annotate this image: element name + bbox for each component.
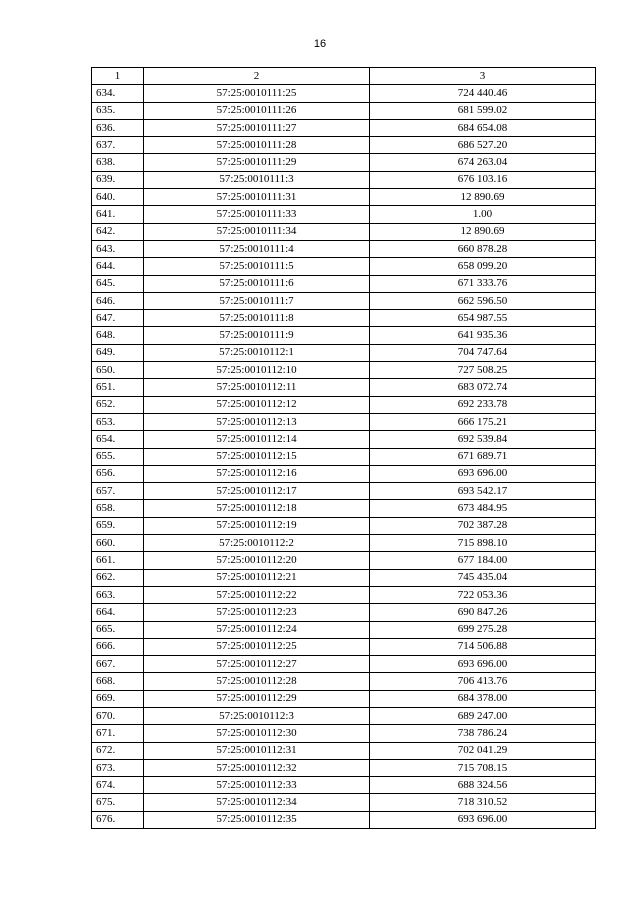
- row-number-cell: 649.: [92, 344, 144, 361]
- value-cell: 12 890.69: [370, 223, 596, 240]
- cadastral-number-cell: 57:25:0010112:16: [144, 465, 370, 482]
- row-number-cell: 671.: [92, 725, 144, 742]
- row-number-cell: 663.: [92, 586, 144, 603]
- row-number-cell: 676.: [92, 811, 144, 828]
- table-row: [92, 742, 596, 759]
- value-cell: 706 413.76: [370, 673, 596, 690]
- row-number-cell: 639.: [92, 171, 144, 188]
- table-row: [92, 725, 596, 742]
- row-number-cell: 650.: [92, 362, 144, 379]
- cadastral-number-cell: 57:25:0010112:12: [144, 396, 370, 413]
- cadastral-number-cell: 57:25:0010111:31: [144, 189, 370, 206]
- value-cell: 676 103.16: [370, 171, 596, 188]
- cadastral-number-cell: 57:25:0010112:35: [144, 811, 370, 828]
- row-number-cell: 653.: [92, 413, 144, 430]
- table-row: [92, 552, 596, 569]
- row-number-cell: 658.: [92, 500, 144, 517]
- table-row: [92, 638, 596, 655]
- cadastral-number-cell: 57:25:0010111:26: [144, 102, 370, 119]
- table-row: [92, 379, 596, 396]
- row-number-cell: 670.: [92, 707, 144, 724]
- row-number-cell: 647.: [92, 310, 144, 327]
- table-row: [92, 292, 596, 309]
- row-number-cell: 669.: [92, 690, 144, 707]
- row-number-cell: 660.: [92, 535, 144, 552]
- table-row: [92, 811, 596, 828]
- cadastral-number-cell: 57:25:0010111:34: [144, 223, 370, 240]
- cadastral-number-cell: 57:25:0010111:29: [144, 154, 370, 171]
- table-row: [92, 119, 596, 136]
- value-cell: 718 310.52: [370, 794, 596, 811]
- table-row: [92, 759, 596, 776]
- value-cell: 727 508.25: [370, 362, 596, 379]
- row-number-cell: 634.: [92, 85, 144, 102]
- value-cell: 692 539.84: [370, 431, 596, 448]
- cadastral-number-cell: 57:25:0010112:2: [144, 535, 370, 552]
- cadastral-number-cell: 57:25:0010112:25: [144, 638, 370, 655]
- row-number-cell: 651.: [92, 379, 144, 396]
- data-table: [91, 67, 596, 829]
- table-row: [92, 483, 596, 500]
- cadastral-number-cell: 57:25:0010112:20: [144, 552, 370, 569]
- value-cell: 704 747.64: [370, 344, 596, 361]
- cadastral-number-cell: 57:25:0010112:29: [144, 690, 370, 707]
- row-number-cell: 638.: [92, 154, 144, 171]
- value-cell: 693 542.17: [370, 483, 596, 500]
- table-row: [92, 690, 596, 707]
- row-number-cell: 637.: [92, 137, 144, 154]
- page-number: 16: [313, 38, 327, 50]
- row-number-cell: 661.: [92, 552, 144, 569]
- row-number-cell: 673.: [92, 759, 144, 776]
- value-cell: 1.00: [370, 206, 596, 223]
- cadastral-number-cell: 57:25:0010112:14: [144, 431, 370, 448]
- cadastral-number-cell: 57:25:0010111:25: [144, 85, 370, 102]
- cadastral-number-cell: 57:25:0010112:15: [144, 448, 370, 465]
- value-cell: 714 506.88: [370, 638, 596, 655]
- value-cell: 658 099.20: [370, 258, 596, 275]
- value-cell: 666 175.21: [370, 413, 596, 430]
- cadastral-number-cell: 57:25:0010112:1: [144, 344, 370, 361]
- table-row: [92, 310, 596, 327]
- table-row: [92, 137, 596, 154]
- value-cell: 699 275.28: [370, 621, 596, 638]
- cadastral-number-cell: 57:25:0010112:3: [144, 707, 370, 724]
- value-cell: 662 596.50: [370, 292, 596, 309]
- table-row: [92, 465, 596, 482]
- table-row: [92, 154, 596, 171]
- table-body: [92, 85, 596, 829]
- value-cell: 745 435.04: [370, 569, 596, 586]
- table-row: [92, 275, 596, 292]
- cadastral-number-cell: 57:25:0010111:8: [144, 310, 370, 327]
- value-cell: 12 890.69: [370, 189, 596, 206]
- value-cell: 674 263.04: [370, 154, 596, 171]
- row-number-cell: 635.: [92, 102, 144, 119]
- table-row: [92, 258, 596, 275]
- value-cell: 693 696.00: [370, 465, 596, 482]
- table-row: [92, 189, 596, 206]
- row-number-cell: 654.: [92, 431, 144, 448]
- value-cell: 641 935.36: [370, 327, 596, 344]
- cadastral-number-cell: 57:25:0010111:33: [144, 206, 370, 223]
- table-row: [92, 673, 596, 690]
- row-number-cell: 645.: [92, 275, 144, 292]
- row-number-cell: 640.: [92, 189, 144, 206]
- cadastral-number-cell: 57:25:0010112:33: [144, 777, 370, 794]
- table-row: [92, 535, 596, 552]
- value-cell: 684 378.00: [370, 690, 596, 707]
- cadastral-number-cell: 57:25:0010112:21: [144, 569, 370, 586]
- row-number-cell: 642.: [92, 223, 144, 240]
- table-row: [92, 396, 596, 413]
- value-cell: 688 324.56: [370, 777, 596, 794]
- table-row: [92, 85, 596, 102]
- table-row: [92, 344, 596, 361]
- row-number-cell: 659.: [92, 517, 144, 534]
- cadastral-number-cell: 57:25:0010111:4: [144, 240, 370, 257]
- row-number-cell: 644.: [92, 258, 144, 275]
- value-cell: 702 387.28: [370, 517, 596, 534]
- table-row: [92, 517, 596, 534]
- value-cell: 715 898.10: [370, 535, 596, 552]
- value-cell: 702 041.29: [370, 742, 596, 759]
- row-number-cell: 648.: [92, 327, 144, 344]
- row-number-cell: 643.: [92, 240, 144, 257]
- table-row: [92, 327, 596, 344]
- value-cell: 681 599.02: [370, 102, 596, 119]
- table-row: [92, 604, 596, 621]
- cadastral-number-cell: 57:25:0010111:7: [144, 292, 370, 309]
- row-number-cell: 656.: [92, 465, 144, 482]
- value-cell: 654 987.55: [370, 310, 596, 327]
- table-row: [92, 223, 596, 240]
- table-row: [92, 413, 596, 430]
- cadastral-number-cell: 57:25:0010111:28: [144, 137, 370, 154]
- cadastral-number-cell: 57:25:0010112:18: [144, 500, 370, 517]
- value-cell: 715 708.15: [370, 759, 596, 776]
- value-cell: 683 072.74: [370, 379, 596, 396]
- cadastral-number-cell: 57:25:0010111:3: [144, 171, 370, 188]
- cadastral-number-cell: 57:25:0010112:22: [144, 586, 370, 603]
- row-number-cell: 674.: [92, 777, 144, 794]
- row-number-cell: 636.: [92, 119, 144, 136]
- column-header-3: 3: [370, 68, 596, 85]
- cadastral-number-cell: 57:25:0010111:5: [144, 258, 370, 275]
- cadastral-number-cell: 57:25:0010112:23: [144, 604, 370, 621]
- table-row: [92, 707, 596, 724]
- cadastral-number-cell: 57:25:0010112:10: [144, 362, 370, 379]
- row-number-cell: 646.: [92, 292, 144, 309]
- table-row: [92, 431, 596, 448]
- table-row: [92, 500, 596, 517]
- row-number-cell: 662.: [92, 569, 144, 586]
- value-cell: 738 786.24: [370, 725, 596, 742]
- table-row: [92, 794, 596, 811]
- row-number-cell: 665.: [92, 621, 144, 638]
- table-row: [92, 621, 596, 638]
- row-number-cell: 668.: [92, 673, 144, 690]
- column-header-1: 1: [92, 68, 144, 85]
- value-cell: 673 484.95: [370, 500, 596, 517]
- row-number-cell: 657.: [92, 483, 144, 500]
- row-number-cell: 652.: [92, 396, 144, 413]
- table-row: [92, 171, 596, 188]
- cadastral-number-cell: 57:25:0010112:31: [144, 742, 370, 759]
- row-number-cell: 666.: [92, 638, 144, 655]
- cadastral-number-cell: 57:25:0010111:27: [144, 119, 370, 136]
- cadastral-number-cell: 57:25:0010112:24: [144, 621, 370, 638]
- table-row: [92, 448, 596, 465]
- row-number-cell: 672.: [92, 742, 144, 759]
- value-cell: 693 696.00: [370, 656, 596, 673]
- row-number-cell: 664.: [92, 604, 144, 621]
- table-row: [92, 240, 596, 257]
- row-number-cell: 667.: [92, 656, 144, 673]
- table-row: [92, 586, 596, 603]
- cadastral-number-cell: 57:25:0010112:32: [144, 759, 370, 776]
- row-number-cell: 675.: [92, 794, 144, 811]
- value-cell: 724 440.46: [370, 85, 596, 102]
- cadastral-number-cell: 57:25:0010112:30: [144, 725, 370, 742]
- table-row: [92, 206, 596, 223]
- cadastral-number-cell: 57:25:0010112:27: [144, 656, 370, 673]
- value-cell: 684 654.08: [370, 119, 596, 136]
- table-row: [92, 569, 596, 586]
- value-cell: 690 847.26: [370, 604, 596, 621]
- value-cell: 686 527.20: [370, 137, 596, 154]
- column-header-2: 2: [144, 68, 370, 85]
- value-cell: 660 878.28: [370, 240, 596, 257]
- table-header-row: [92, 68, 596, 85]
- value-cell: 693 696.00: [370, 811, 596, 828]
- cadastral-number-cell: 57:25:0010112:11: [144, 379, 370, 396]
- value-cell: 671 689.71: [370, 448, 596, 465]
- table-row: [92, 362, 596, 379]
- row-number-cell: 655.: [92, 448, 144, 465]
- cadastral-number-cell: 57:25:0010112:19: [144, 517, 370, 534]
- table-row: [92, 656, 596, 673]
- table-row: [92, 777, 596, 794]
- value-cell: 677 184.00: [370, 552, 596, 569]
- value-cell: 689 247.00: [370, 707, 596, 724]
- cadastral-number-cell: 57:25:0010112:17: [144, 483, 370, 500]
- table-row: [92, 102, 596, 119]
- cadastral-number-cell: 57:25:0010111:6: [144, 275, 370, 292]
- cadastral-number-cell: 57:25:0010112:34: [144, 794, 370, 811]
- value-cell: 722 053.36: [370, 586, 596, 603]
- cadastral-number-cell: 57:25:0010111:9: [144, 327, 370, 344]
- row-number-cell: 641.: [92, 206, 144, 223]
- cadastral-number-cell: 57:25:0010112:13: [144, 413, 370, 430]
- value-cell: 671 333.76: [370, 275, 596, 292]
- cadastral-number-cell: 57:25:0010112:28: [144, 673, 370, 690]
- value-cell: 692 233.78: [370, 396, 596, 413]
